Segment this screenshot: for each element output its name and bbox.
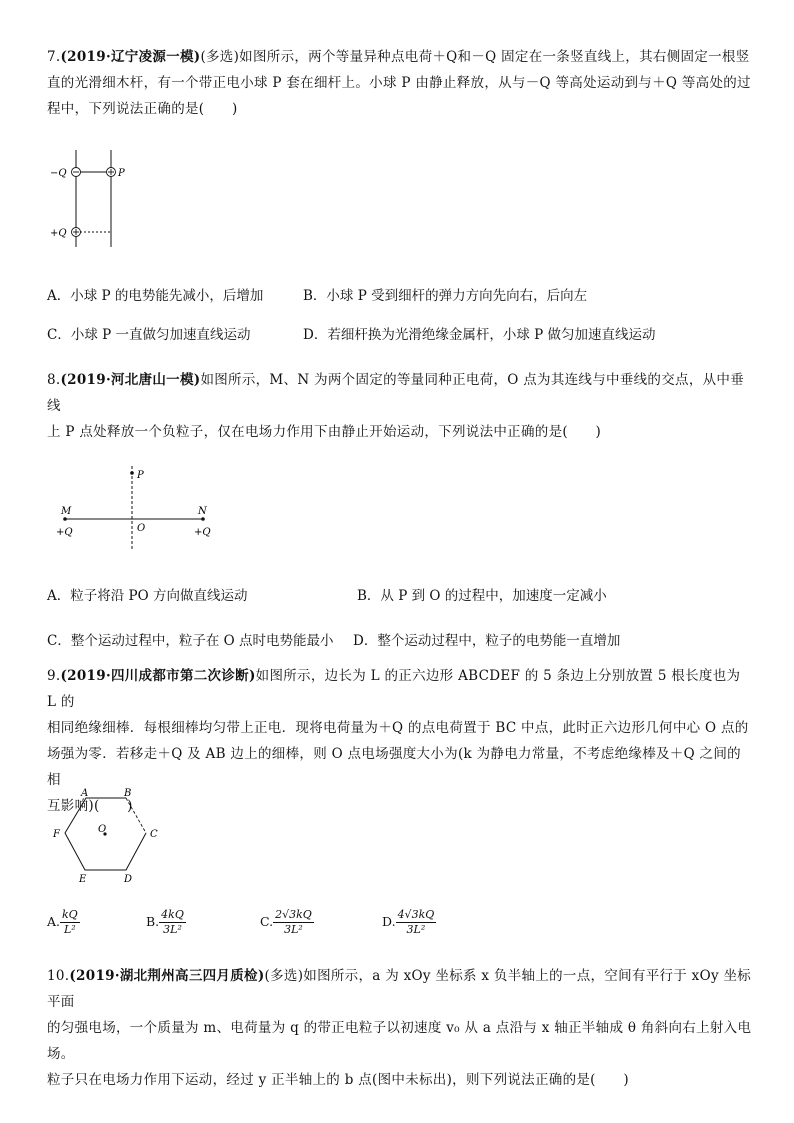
q8-option-a: A．粒子将沿 PO 方向做直线运动 [47,588,248,604]
q10-line1: (多选)如图所示，a 为 xOy 坐标系 x 负半轴上的一点，空间有平行于 xOy 坐标平面 [47,968,752,1010]
q9-line4: 互影响)( ) [47,798,133,814]
q9-source: (2019·四川成都市第二次诊断) [60,668,256,684]
q9-label-f: F [53,829,60,840]
q7-figure [48,145,138,250]
q9-label-d: D [124,874,133,885]
q7-option-d: D．若细杆换为光滑绝缘金属杆，小球 P 做匀加速直线运动 [303,327,656,343]
q8-stem [47,367,752,445]
q7-number: 7. [47,49,61,65]
q9-option-c-letter: C. [260,914,274,929]
q8-p-label: P [137,470,144,481]
q7-source: (2019·辽宁凌源一模) [60,49,201,65]
q7-option-a: A．小球 P 的电势能先减小，后增加 [47,288,264,304]
q9-line3: 场强为零．若移走＋Q 及 AB 边上的细棒，则 O 点电场强度大小为(k 为静电力常量，不考虑绝缘棒及＋Q 之间的相 [47,746,741,788]
q7-line3: 程中，下列说法正确的是( ) [47,101,238,117]
q9-option-d-den: 3L² [406,923,426,936]
q8-m-charge: +Q [56,527,73,538]
q9-label-o: O [98,824,107,835]
q9-figure [48,788,163,886]
q7-ball-label: P [118,168,125,179]
q9-option-c [260,908,314,937]
q8-n-label: N [198,506,207,517]
q9-line2: 相同绝缘细棒．每根细棒均匀带上正电．现将电荷量为＋Q 的点电荷置于 BC 中点，此时正六边形几何中心 O 点的 [47,720,749,736]
q9-option-b [146,908,186,937]
q8-charge-m [63,517,67,521]
q9-label-e: E [79,874,87,885]
q9-option-a-letter: A. [47,914,61,929]
q8-number: 8. [47,372,61,388]
q9-number: 9. [47,668,61,684]
q10-number: 10. [47,968,70,984]
q8-option-d: D．整个运动过程中，粒子的电势能一直增加 [353,633,621,649]
q8-o-label: O [137,523,146,534]
q8-n-charge: +Q [194,527,211,538]
q9-option-b-num: 4kQ [161,908,184,921]
q9-option-b-den: 3L² [163,923,182,936]
q9-option-a-num: kQ [62,908,78,921]
q9-side-bc [126,798,146,833]
q7-stem [47,44,752,122]
q8-line1: 如图所示，M、N 为两个固定的等量同种正电荷，O 点为其连线与中垂线的交点，从中垂线 [47,372,745,414]
q9-option-c-den: 3L² [284,923,303,936]
q10-line2: 的匀强电场，一个质量为 m、电荷量为 q 的带正电粒子以初速度 v₀ 从 a 点沿与 x 轴正半轴成 θ 角斜向右上射入电场。 [47,1020,752,1062]
q9-option-b-letter: B. [146,914,160,929]
q7-option-b: B．小球 P 受到细杆的弹力方向先向右，后向左 [303,288,588,304]
q9-line1: 如图所示，边长为 L 的正六边形 ABCDEF 的 5 条边上分别放置 5 根长度也为 L 的 [47,668,741,710]
q9-option-a-den: L² [64,923,76,936]
q9-option-d-num: 4√3kQ [397,908,435,921]
q9-option-c-num: 2√3kQ [275,908,312,921]
q7-option-c: C．小球 P 一直做匀加速直线运动 [47,327,251,343]
q8-option-b: B．从 P 到 O 的过程中，加速度一定减小 [357,588,607,604]
q9-label-a: A [81,788,89,799]
q7-line1: (多选)如图所示，两个等量异种点电荷＋Q和－Q 固定在一条竖直线上，其右侧固定一根竖 [200,49,750,65]
q9-option-d-letter: D. [382,914,396,929]
q10-line3: 粒子只在电场力作用下运动，经过 y 正半轴上的 b 点(图中未标出)，则下列说法正确的是( ) [47,1072,629,1088]
q9-label-b: B [124,788,132,799]
q8-figure [50,462,220,557]
q8-source: (2019·河北唐山一模) [60,372,201,388]
q7-pos-label: +Q [50,228,67,239]
q8-m-label: M [61,506,72,517]
q9-label-c: C [150,829,158,840]
q8-point-p [130,471,134,475]
q10-stem [47,963,752,1093]
q10-source: (2019·湖北荆州高三四月质检) [69,968,265,984]
q9-option-d [382,908,436,937]
q7-line2: 直的光滑细木杆，有一个带正电小球 P 套在细杆上。小球 P 由静止释放，从与－Q 等高处运动到与＋Q 等高处的过 [47,75,751,91]
q8-option-c: C．整个运动过程中，粒子在 O 点时电势能最小 [47,633,334,649]
q9-option-a [47,908,80,937]
q8-charge-n [201,517,205,521]
q7-neg-label: −Q [50,168,67,179]
q8-line2: 上 P 点处释放一个负粒子，仅在电场力作用下由静止开始运动，下列说法中正确的是( ) [47,424,602,440]
